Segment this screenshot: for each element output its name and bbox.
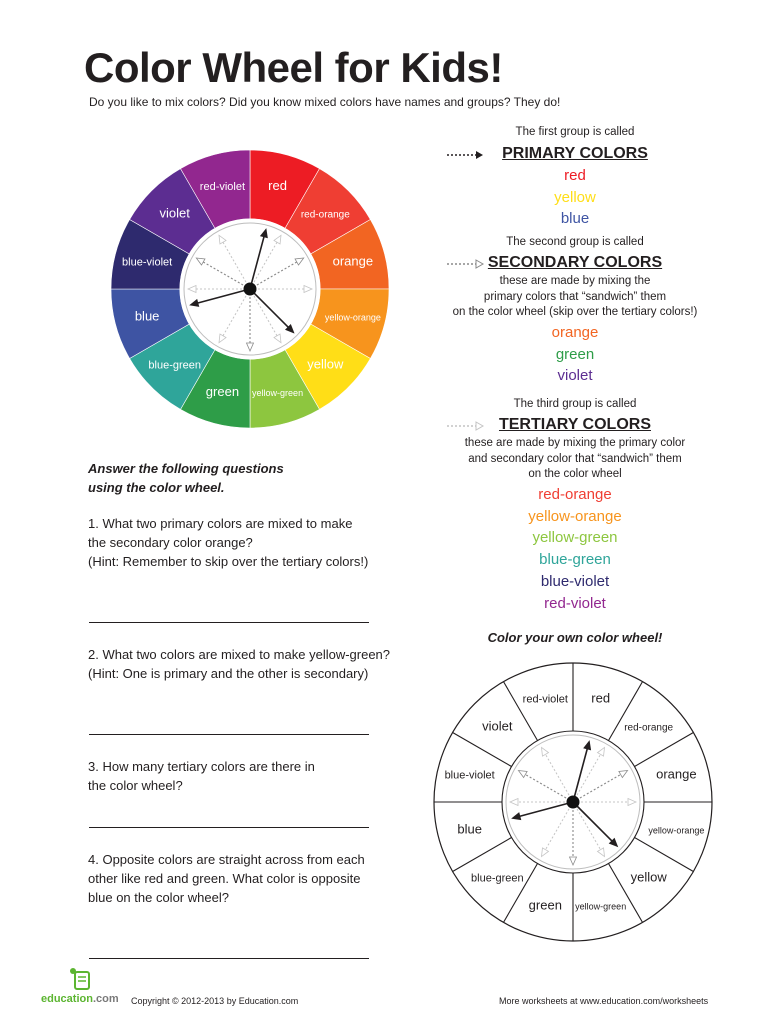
wheel-segment-label: red bbox=[268, 178, 287, 194]
question-line: 2. What two colors are mixed to make yellow-green? bbox=[88, 647, 391, 662]
wheel-segment-label: blue-violet bbox=[122, 256, 173, 269]
logo-text: education.com bbox=[41, 993, 119, 1005]
blank-wheel-segment-label: yellow-orange bbox=[648, 825, 705, 836]
tertiary-colors-list bbox=[432, 484, 718, 614]
page-title: Color Wheel for Kids! bbox=[84, 44, 503, 91]
wheel-segment-label: red-violet bbox=[199, 181, 246, 194]
secondary-color-word: orange bbox=[551, 324, 599, 341]
description-line: primary colors that “sandwich” them bbox=[483, 290, 667, 303]
questions-intro bbox=[88, 459, 388, 497]
question-line: (Hint: Remember to skip over the tertiary colors!) bbox=[88, 554, 369, 569]
color-wheel bbox=[110, 146, 390, 434]
tertiary-color-word: yellow-green bbox=[532, 529, 618, 547]
wheel-center-dot bbox=[244, 283, 257, 296]
blank-wheel-segment-label: yellow bbox=[630, 869, 667, 885]
secondary-intro: The second group is called bbox=[506, 236, 644, 248]
question-line: (Hint: One is primary and the other is secondary) bbox=[88, 666, 369, 681]
primary-intro: The first group is called bbox=[515, 126, 635, 138]
description-line: on the color wheel bbox=[528, 468, 622, 480]
education-logo-text[interactable] bbox=[41, 993, 119, 1005]
question-3 bbox=[88, 757, 428, 795]
question-line: 1. What two primary colors are mixed to make bbox=[88, 516, 353, 531]
tertiary-color-word: red-violet bbox=[544, 594, 606, 612]
question-4 bbox=[88, 850, 428, 907]
tertiary-color-word: blue-violet bbox=[540, 572, 610, 590]
secondary-colors-list bbox=[432, 322, 718, 387]
question-line: blue on the color wheel? bbox=[88, 890, 229, 905]
description-line: these are made by mixing the bbox=[499, 275, 651, 287]
primary-colors-list bbox=[432, 165, 718, 230]
copyright-text: Copyright © 2012-2013 by Education.com bbox=[131, 996, 299, 1006]
primary-color-word: red bbox=[564, 167, 586, 184]
tertiary-intro: The third group is called bbox=[513, 398, 637, 410]
blank-wheel-segment-label: red bbox=[591, 690, 611, 706]
blank-wheel-segment-label: orange bbox=[656, 766, 697, 782]
blank-wheel-segment-label: red-violet bbox=[522, 693, 568, 706]
question-line: other like red and green. What color is opposite bbox=[88, 871, 361, 886]
education-logo-icon bbox=[66, 966, 96, 994]
wheel-segment-label: blue-green bbox=[148, 359, 201, 372]
wheel-segment-label: yellow bbox=[307, 356, 344, 372]
question-line: 4. Opposite colors are straight across from each bbox=[88, 852, 365, 867]
answer-line-1[interactable] bbox=[89, 622, 369, 623]
tertiary-color-word: blue-green bbox=[539, 551, 611, 569]
blank-wheel-segment-label: red-orange bbox=[624, 722, 674, 734]
question-1 bbox=[88, 514, 428, 571]
tertiary-color-word: yellow-orange bbox=[528, 507, 622, 525]
tertiary-color-word: red-orange bbox=[538, 486, 612, 503]
page-subtitle: Do you like to mix colors? Did you know mixed colors have names and groups? They do! bbox=[89, 95, 561, 109]
question-line: the color wheel? bbox=[88, 778, 183, 793]
blank-wheel-segment-label: green bbox=[528, 897, 562, 913]
blank-color-wheel[interactable] bbox=[432, 656, 714, 946]
wheel-segment-label: red-orange bbox=[300, 209, 350, 221]
wheel-center-dot bbox=[567, 796, 580, 809]
primary-color-word: blue bbox=[560, 210, 590, 228]
more-worksheets-link[interactable]: More worksheets at www.education.com/worksheets bbox=[499, 996, 709, 1006]
answer-line-3[interactable] bbox=[89, 827, 369, 828]
blank-wheel-segment-label: yellow-green bbox=[575, 901, 627, 912]
questions-intro-line: Answer the following questions bbox=[88, 461, 284, 476]
blank-wheel-segment-label: violet bbox=[482, 718, 513, 734]
tertiary-heading: TERTIARY COLORS bbox=[498, 416, 651, 433]
tertiary-description bbox=[432, 436, 718, 483]
secondary-description bbox=[432, 274, 718, 321]
wheel-segment-label: blue bbox=[134, 308, 160, 324]
question-line: 3. How many tertiary colors are there in bbox=[88, 759, 315, 774]
answer-line-2[interactable] bbox=[89, 734, 369, 735]
blank-wheel-segment-label: blue-violet bbox=[444, 769, 495, 782]
primary-heading: PRIMARY COLORS bbox=[502, 145, 648, 162]
wheel-segment-label: yellow-orange bbox=[324, 312, 381, 323]
wheel-segment-label: orange bbox=[332, 253, 374, 269]
secondary-color-word: green bbox=[555, 345, 595, 363]
questions-intro-line: using the color wheel. bbox=[88, 480, 225, 495]
primary-color-word: yellow bbox=[554, 188, 596, 206]
wheel-segment-label: yellow-green bbox=[252, 387, 304, 398]
blank-wheel-segment-label: blue-green bbox=[471, 872, 524, 885]
description-line: these are made by mixing the primary color bbox=[464, 437, 686, 449]
description-line: and secondary color that “sandwich” them bbox=[468, 452, 682, 465]
own-wheel-heading: Color your own color wheel! bbox=[487, 630, 663, 645]
description-line: on the color wheel (skip over the tertiary colors!) bbox=[452, 306, 698, 318]
wheel-segment-label: green bbox=[205, 383, 240, 399]
blank-wheel-segment-label: blue bbox=[457, 821, 482, 837]
secondary-color-word: violet bbox=[557, 367, 593, 385]
answer-line-4[interactable] bbox=[89, 958, 369, 959]
secondary-heading: SECONDARY COLORS bbox=[487, 254, 663, 271]
question-2 bbox=[88, 645, 428, 683]
question-line: the secondary color orange? bbox=[88, 535, 253, 550]
wheel-segment-label: violet bbox=[159, 205, 190, 221]
